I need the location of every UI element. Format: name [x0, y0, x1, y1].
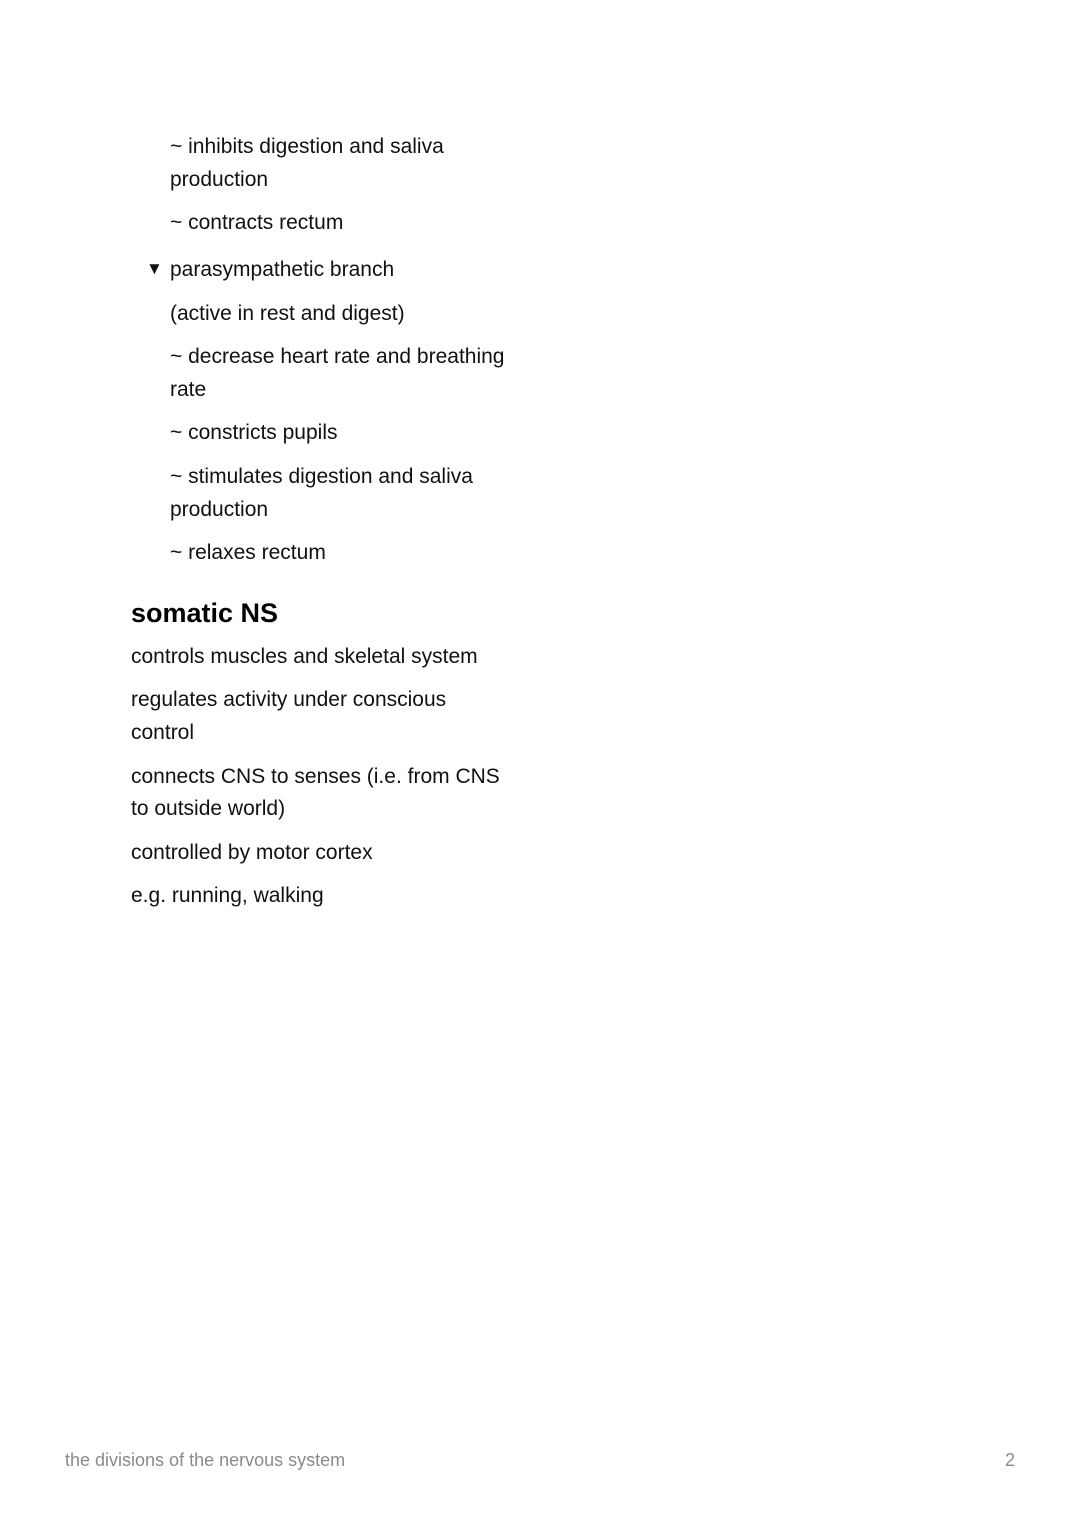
- somatic-line: regulates activity under conscious: [131, 688, 447, 711]
- sympathetic-line: ~ inhibits digestion and saliva: [170, 135, 444, 158]
- triangle-down-icon[interactable]: ▼: [146, 259, 163, 278]
- somatic-line: e.g. running, walking: [131, 884, 324, 907]
- parasympathetic-line: (active in rest and digest): [170, 302, 405, 325]
- parasympathetic-title: parasympathetic branch: [170, 258, 395, 281]
- somatic-line: to outside world): [131, 797, 286, 820]
- somatic-line: control: [131, 721, 195, 744]
- parasympathetic-line: ~ constricts pupils: [170, 421, 338, 444]
- sympathetic-line: production: [170, 168, 269, 191]
- parasympathetic-line: ~ relaxes rectum: [170, 541, 326, 564]
- parasympathetic-line: ~ stimulates digestion and saliva: [170, 465, 473, 488]
- parasympathetic-line: ~ decrease heart rate and breathing: [170, 345, 505, 368]
- footer-document-title: the divisions of the nervous system: [65, 1450, 346, 1470]
- somatic-line: controls muscles and skeletal system: [131, 645, 478, 668]
- sympathetic-line: ~ contracts rectum: [170, 211, 344, 234]
- parasympathetic-line: rate: [170, 378, 207, 401]
- section-heading-somatic: somatic NS: [131, 598, 279, 628]
- footer-page-number: 2: [1004, 1450, 1015, 1470]
- somatic-line: connects CNS to senses (i.e. from CNS: [131, 765, 500, 788]
- parasympathetic-line: production: [170, 498, 269, 521]
- somatic-line: controlled by motor cortex: [131, 841, 373, 864]
